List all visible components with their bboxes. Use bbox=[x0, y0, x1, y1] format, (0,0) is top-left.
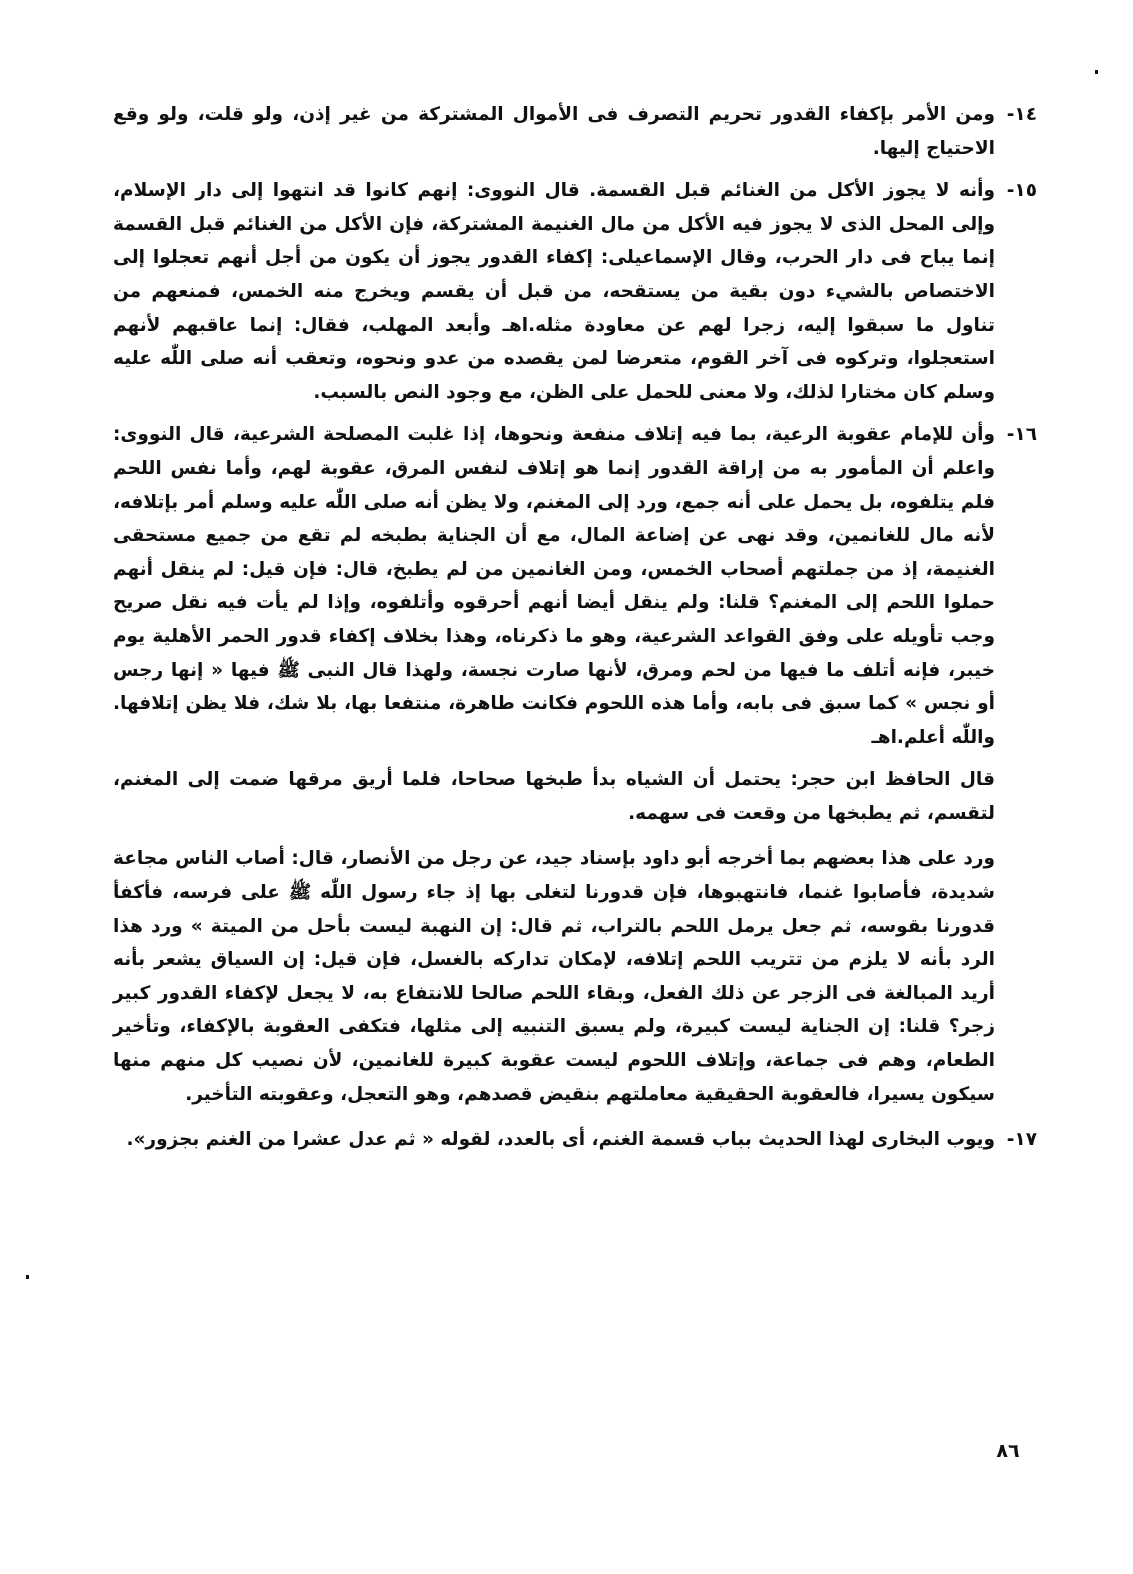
numbered-item-14 bbox=[113, 98, 1037, 165]
numbered-item-17 bbox=[113, 1123, 1037, 1157]
item-text: وأن للإمام عقوبة الرعية، بما فيه إتلاف منفعة ونحوها، إذا غلبت المصلحة الشرعية، قال النووى: واعلم أن المأمور به من إراقة القدور إنما هو إتلاف لنفس المرق، عقوبة لهم، وأما نفس اللحم فلم يتلفوه، بل يحمل على أنه جمع، ورد إلى المغنم، ولا يظن أنه صلى اللّٰه عليه وسلم أمر بإتلافه، لأنه مال للغانمين، وقد نهى عن إضاعة المال، مع أن الجناية بطبخه لم تقع من جميع مستحقى الغنيمة، إذ من جملتهم أصحاب الخمس، ومن الغانمين من لم يطبخ، قال: فإن قيل: لم ينقل أنهم حملوا اللحم إلى المغنم؟ قلنا: ولم ينقل أيضا أنهم أحرقوه وأتلفوه، وإذا لم يأت فيه نقل صريح وجب تأويله على وفق القواعد الشرعية، وهو ما ذكرناه، وهذا بخلاف إكفاء قدور الحمر الأهلية يوم خيبر، فإنه أتلف ما فيها من لحم ومرق، لأنها صارت نجسة، ولهذا قال النبى ﷺ فيها « إنها رجس أو نجس » كما سبق فى بابه، وأما هذه اللحوم فكانت طاهرة، منتفعا بها، بلا شك، فلا يظن إتلافها. واللّٰه أعلم.اهـ bbox=[113, 424, 995, 748]
item-number: ١٦- bbox=[1006, 424, 1037, 446]
item-number: ١٥- bbox=[1006, 180, 1037, 202]
paragraph-rebuttal: ورد على هذا بعضهم بما أخرجه أبو داود بإسناد جيد، عن رجل من الأنصار، قال: أصاب الناس مجاعة شديدة، فأصابوا غنما، فانتهبوها، فإن قدورنا لتغلى بها إذ جاء رسول اللّٰه ﷺ على فرسه، فأكفأ قدورنا بقوسه، ثم جعل يرمل اللحم بالتراب، ثم قال: إن النهبة ليست بأحل من الميتة » ورد هذا الرد بأنه لا يلزم من تتريب اللحم إتلافه، لإمكان تداركه بالغسل، فإن قيل: إن السياق يشعر بأنه أريد المبالغة فى الزجر عن ذلك الفعل، وبقاء اللحم صالحا للانتفاع به، لا يجعل لإكفاء القدور كبير زجر؟ قلنا: إن الجناية ليست كبيرة، ولم يسبق التنبيه إلى مثلها، فتكفى العقوبة بالإكفاء، وتأخير الطعام، وهم فى جماعة، وإتلاف اللحوم ليست عقوبة كبيرة للغانمين، لأن نصيب كل منهم منها سيكون يسيرا، فالعقوبة الحقيقية معاملتهم بنقيض قصدهم، وهو التعجل، وعقوبته التأخير. bbox=[113, 848, 995, 1105]
numbered-item-15 bbox=[113, 174, 1037, 409]
numbered-item-16 bbox=[113, 418, 1037, 754]
scan-speck bbox=[1095, 70, 1098, 74]
document-page bbox=[113, 98, 1037, 1166]
item-text: ومن الأمر بإكفاء القدور تحريم التصرف فى الأموال المشتركة من غير إذن، ولو قلت، ولو وقع الاحتياج إليها. bbox=[113, 104, 995, 159]
scan-speck bbox=[26, 1275, 29, 1279]
item-text: ويوب البخارى لهذا الحديث بباب قسمة الغنم، أى بالعدد، لقوله « ثم عدل عشرا من الغنم بجزور». bbox=[126, 1129, 995, 1151]
item-number: ١٧- bbox=[1006, 1129, 1037, 1151]
paragraph-ibn-hajar: قال الحافظ ابن حجر: يحتمل أن الشياه بدأ طبخها صحاحا، فلما أريق مرقها ضمت إلى المغنم، لتقسم، ثم يطبخها من وقعت فى سهمه. bbox=[113, 769, 995, 824]
page-number: ٨٦ bbox=[996, 1440, 1020, 1462]
item-text: وأنه لا يجوز الأكل من الغنائم قبل القسمة. قال النووى: إنهم كانوا قد انتهوا إلى دار الإسلام، وإلى المحل الذى لا يجوز فيه الأكل من مال الغنيمة المشتركة، فإن الأكل من الغنائم قبل القسمة إنما يباح فى دار الحرب، وقال الإسماعيلى: إكفاء القدور يجوز أن يكون من أجل أنهم تعجلوا إلى الاختصاص بالشيء دون بقية من يستقحه، من قبل أن يقسم ويخرج منه الخمس، فمنعهم من تناول ما سبقوا إليه، زجرا لهم عن معاودة مثله.اهـ وأبعد المهلب، فقال: إنما عاقبهم لأنهم استعجلوا، وتركوه فى آخر القوم، متعرضا لمن يقصده من عدو ونحوه، وتعقب أنه صلى اللّٰه عليه وسلم كان مختارا لذلك، ولا معنى للحمل على الظن، مع وجود النص بالسبب. bbox=[113, 180, 995, 403]
item-number: ١٤- bbox=[1006, 104, 1037, 125]
